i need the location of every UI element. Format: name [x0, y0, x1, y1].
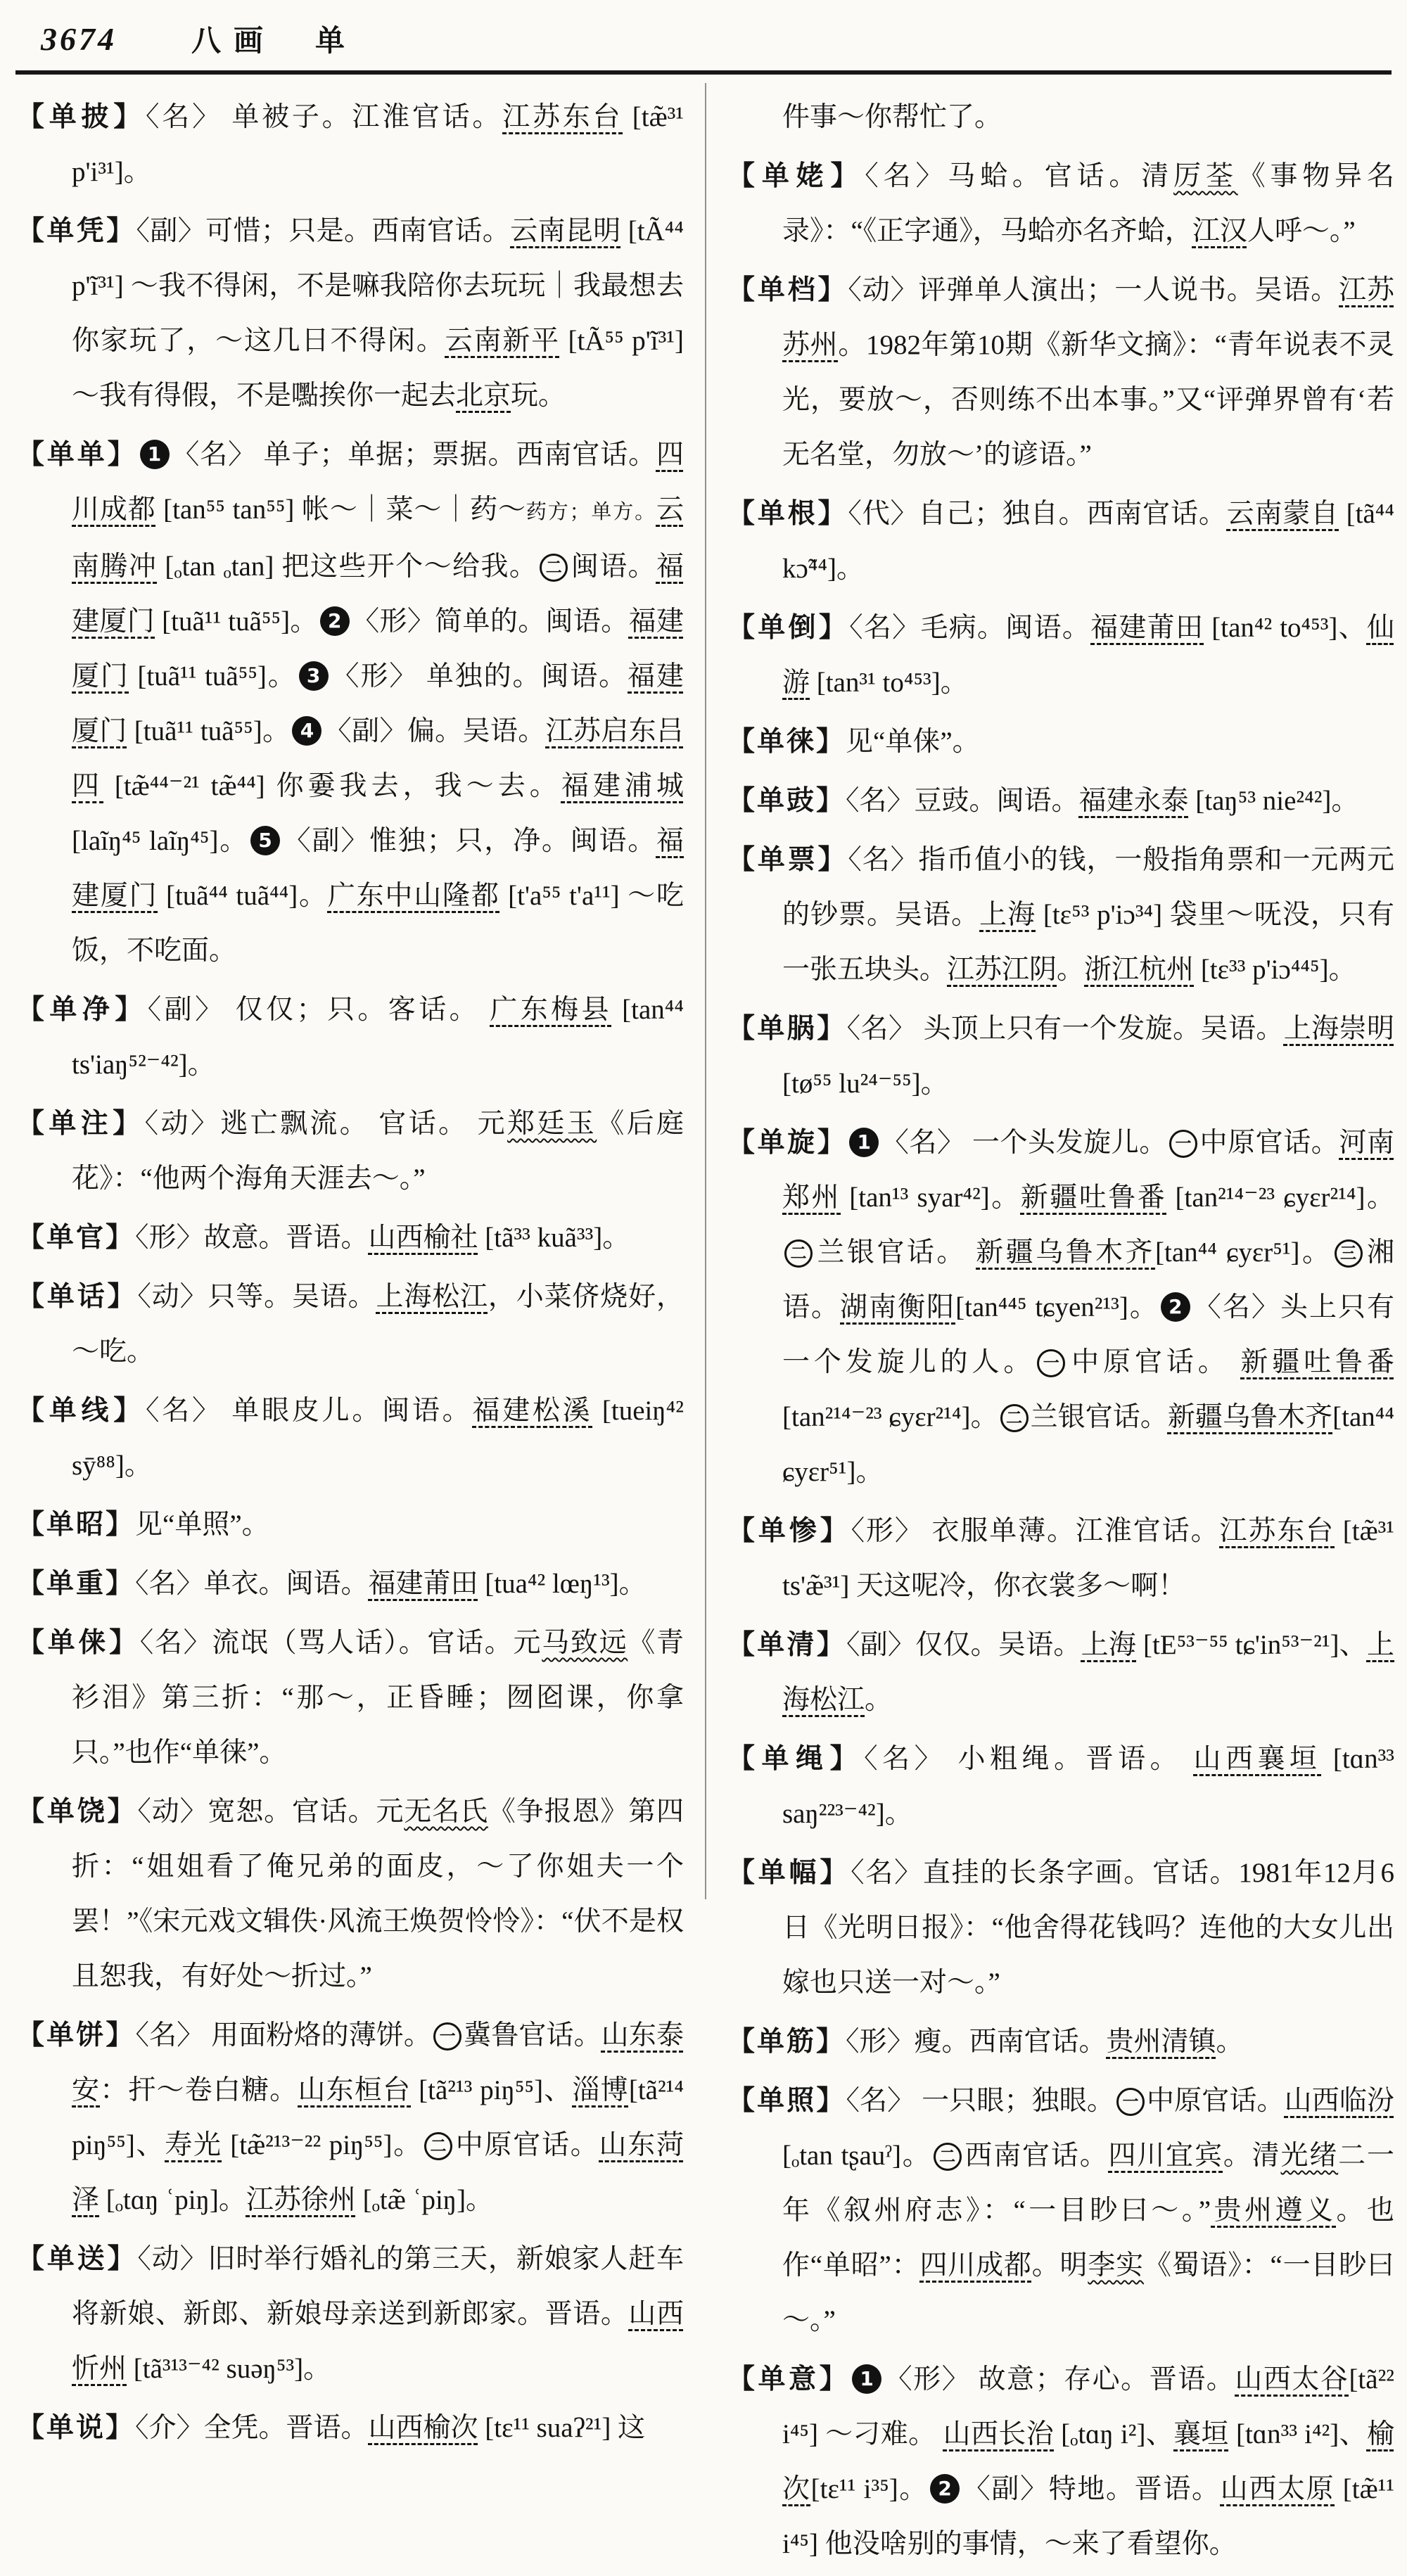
- entry-text: 《蜀语》：“一目眇曰～。”: [782, 2250, 1394, 2335]
- entry-text: 中原官话。: [454, 2130, 599, 2160]
- entry-text: 〈副〉仅仅。吴语。: [846, 1630, 1081, 1660]
- headword: 【单惨】: [727, 1516, 851, 1546]
- place-name: 江苏启东吕四: [72, 716, 684, 801]
- entry-text: 中原官话。: [1199, 1128, 1339, 1158]
- page-number: 3674: [41, 20, 117, 57]
- entry-text: 《事物异名录》：“《正字通》，马蛤亦名齐蛤，: [782, 161, 1394, 246]
- dictionary-entry: [727, 487, 1394, 597]
- entry-text: 《争报恩》第四折：“姐姐看了俺兄弟的面皮，～了你姐夫一个罢！”《宋元戏文辑佚·风流王焕贺怜怜》：“伏不是权且恕我，有好处～折过。”: [72, 1797, 684, 1991]
- place-name: 上海松江: [782, 1630, 1394, 1715]
- place-name: 云南腾冲: [72, 495, 684, 582]
- headword: 【单根】: [727, 499, 848, 529]
- place-name: 山西襄垣: [1193, 1744, 1322, 1774]
- headword: 【单档】: [727, 275, 848, 305]
- entry-text: 〈形〉故意。晋语。: [135, 1223, 369, 1253]
- dictionary-entry: [727, 263, 1394, 483]
- entry-text: 人呼～。”: [1247, 216, 1356, 246]
- entry-text: [tan⁴² to⁴⁵³]、: [1204, 613, 1367, 643]
- entry-text: 见“单俫”。: [846, 727, 980, 757]
- dictionary-entry: [727, 2015, 1394, 2070]
- dictionary-entry: [17, 1097, 684, 1206]
- entry-text: 《青衫泪》第三折：“那～，正昏睡；囫囵课，你拿只。”也作“单徕”。: [72, 1628, 684, 1768]
- source-name: 光绪: [1280, 2141, 1339, 2171]
- entry-text: [tE⁵³⁻⁵⁵ tɕ'in⁵³⁻²¹]、: [1136, 1630, 1367, 1660]
- entry-text: 〈副〉可惜；只是。西南官话。: [136, 216, 511, 246]
- sense-number-badge: 1: [852, 2364, 881, 2394]
- entry-text: 。: [1057, 955, 1085, 985]
- place-name: 新疆乌鲁木齐: [976, 1237, 1156, 1268]
- entry-text: 中原官话。: [1067, 1347, 1241, 1377]
- subsense-circle-badge: 一: [1037, 1349, 1065, 1377]
- dictionary-entry: [727, 1732, 1394, 1842]
- subsense-circle-badge: 二: [1000, 1404, 1029, 1432]
- sense-number-badge: 1: [849, 1128, 879, 1157]
- entry-text: [tan¹³ syar⁴²]。: [841, 1182, 1021, 1213]
- entry-text: [tan⁴⁴ ts'iaŋ⁵²⁻⁴²]。: [72, 995, 684, 1080]
- place-name: 上海松江: [376, 1282, 488, 1312]
- dictionary-entry: [17, 2232, 684, 2397]
- subsense-circle-badge: 二: [540, 554, 568, 582]
- place-name: 山西忻州: [72, 2299, 684, 2384]
- entry-text: 〈名〉流氓（骂人话）。官话。元: [139, 1628, 542, 1658]
- place-name: 淄博: [572, 2075, 629, 2105]
- entry-text: [tɑn³³ saŋ²²³⁻⁴²]。: [782, 1744, 1394, 1829]
- place-name: 河南郑州: [782, 1128, 1394, 1213]
- headword: 【单话】: [17, 1282, 138, 1312]
- entry-text: 〈名〉 单被子。江淮官话。: [146, 102, 503, 132]
- dictionary-entry: [727, 1002, 1394, 1111]
- sense-number-badge: 2: [320, 606, 350, 636]
- headword: 【单倒】: [727, 613, 850, 643]
- place-name: 江苏东台: [1219, 1516, 1335, 1546]
- headword: 【单票】: [727, 845, 848, 875]
- dictionary-entry: [17, 90, 684, 200]
- place-name: 福建浦城: [561, 771, 684, 801]
- place-name: 福建莆田: [368, 1569, 478, 1599]
- subsense-circle-badge: 三: [1335, 1239, 1363, 1268]
- subsense-circle-badge: 一: [1116, 2088, 1145, 2116]
- entry-text: 〈形〉瘦。西南官话。: [846, 2027, 1107, 2057]
- dictionary-entry: [17, 1270, 684, 1379]
- place-name: 新疆乌鲁木齐: [1167, 1402, 1333, 1432]
- entry-text: 〈副〉特地。晋语。: [962, 2474, 1221, 2504]
- entry-text: [tuã¹¹ tuã⁵⁵]。: [127, 716, 291, 746]
- subsense-circle-badge: 二: [934, 2143, 962, 2171]
- headword: 【单官】: [17, 1223, 136, 1253]
- place-name: 上海: [979, 900, 1036, 930]
- dictionary-entry: [17, 2008, 684, 2228]
- dictionary-entry: [17, 1785, 684, 2004]
- entry-text: [tɛ⁵³ p'iɔ³⁴] 袋里～呒没，只有一张五块头。: [782, 900, 1394, 985]
- entry-text: 。: [865, 1685, 893, 1715]
- entry-text: 〈形〉简单的。闽语。: [351, 606, 629, 637]
- sense-number-badge: 2: [1161, 1292, 1190, 1322]
- place-name: 新疆吐鲁番: [1240, 1347, 1394, 1377]
- entry-text: 〈动〉只等。吴语。: [137, 1282, 376, 1312]
- place-name: 寿光: [165, 2130, 222, 2160]
- place-name: 新疆吐鲁番: [1020, 1182, 1167, 1213]
- place-name: 贵州清镇: [1106, 2027, 1216, 2057]
- headword: 【单单】: [17, 440, 138, 470]
- source-name: 马致远: [542, 1628, 628, 1658]
- entry-text: [tã³¹³⁻⁴² suəŋ⁵³]。: [127, 2354, 331, 2384]
- entry-text: 〈介〉全凭。晋语。: [135, 2413, 369, 2443]
- headword: 【单脶】: [727, 1014, 847, 1044]
- entry-text: [tan⁴⁴ ɕyɛr⁵¹]。: [782, 1402, 1394, 1487]
- entry-text: 冀鲁官话。: [464, 2020, 601, 2051]
- entry-text: [tan⁴⁴⁵ tɕyen²¹³]。: [955, 1292, 1159, 1322]
- entry-text: 〈名〉马蛤。官话。清: [865, 161, 1174, 191]
- entry-text: 〈形〉 故意；存心。晋语。: [884, 2364, 1235, 2395]
- dictionary-entry: [727, 1504, 1394, 1614]
- dictionary-entry: [17, 1616, 684, 1780]
- entry-text: [tã²¹³ piŋ⁵⁵]、: [411, 2075, 573, 2105]
- source-name: 无名氏: [404, 1797, 488, 1827]
- place-name: 山东桓台: [298, 2075, 412, 2105]
- place-name: 四川成都: [72, 440, 684, 525]
- entry-text: [tø⁵⁵ lu²⁴⁻⁵⁵]。: [782, 1069, 948, 1099]
- place-name: 山西太原: [1220, 2474, 1335, 2504]
- entry-text: 玩。: [511, 381, 566, 411]
- entry-text: [tã²¹⁴ piŋ⁵⁵]、: [72, 2075, 684, 2160]
- entry-text: [tua⁴² lœŋ¹³]。: [478, 1569, 647, 1599]
- dictionary-entry: [17, 983, 684, 1092]
- entry-text: [ₒtan ₒtan] 把这些开个～给我。: [157, 551, 538, 582]
- headword: 【单俫】: [17, 1628, 140, 1658]
- entry-text: [taŋ⁵³ nie²⁴²]。: [1188, 786, 1359, 816]
- entry-text: [laĩŋ⁴⁵ laĩŋ⁴⁵]。: [72, 826, 249, 856]
- headword: 【单筋】: [727, 2027, 846, 2057]
- entry-text: 〈名〉毛病。闽语。: [849, 613, 1091, 643]
- dictionary-entry: [17, 1384, 684, 1493]
- dictionary-entry: [727, 833, 1394, 997]
- place-name: 湖南衡阳: [840, 1292, 956, 1322]
- entry-text: 件事～你帮忙了。: [782, 102, 1002, 132]
- headword: 【单昭】: [17, 1510, 136, 1540]
- entry-text: 。也作“单昭”：: [782, 2195, 1394, 2281]
- dictionary-entry: [17, 1211, 684, 1265]
- entry-text: 见“单照”。: [135, 1510, 269, 1540]
- dictionary-entry: [17, 1498, 684, 1552]
- sense-number-badge: 1: [140, 440, 170, 469]
- place-name: 福建厦门: [72, 551, 684, 637]
- entry-text: [tɑn³³ i⁴²]、: [1228, 2419, 1367, 2449]
- entry-text: [tuã¹¹ tuã⁵⁵]。: [155, 606, 318, 637]
- place-name: 福建厦门: [72, 661, 684, 746]
- entry-text: 兰银官话。: [815, 1237, 976, 1268]
- sense-number-badge: 2: [930, 2474, 960, 2504]
- headword: 【单凭】: [17, 216, 136, 246]
- dictionary-entry: [727, 2074, 1394, 2348]
- entry-text: [ₒtɑŋ ʿpiŋ]。: [99, 2185, 246, 2215]
- place-name: 山西榆社: [368, 1223, 478, 1253]
- entry-text: [tɛ³³ p'iɔ⁴⁴⁵]。: [1194, 955, 1356, 985]
- headword: 【单照】: [727, 2086, 846, 2116]
- entry-text: ：扞～卷白糖。: [100, 2075, 298, 2105]
- source-name: 厉荃: [1173, 161, 1238, 191]
- place-name: 江苏东台: [502, 102, 623, 132]
- place-name: 山东泰安: [72, 2020, 684, 2105]
- headword: 【单意】: [727, 2364, 851, 2395]
- entry-text: [ₒtan tʂauˀ]。: [782, 2141, 931, 2171]
- entry-text: 〈动〉宽恕。官话。元: [137, 1797, 405, 1827]
- entry-text: 。: [1216, 2027, 1244, 2057]
- entry-text: [ₒtɑŋ i²]、: [1054, 2419, 1174, 2449]
- headword: 【单线】: [17, 1396, 146, 1426]
- entry-text: 〈形〉 单独的。闽语。: [330, 661, 628, 691]
- entry-text: [tæ̃¹¹ i⁴⁵] 他没啥别的事情，～来了看望你。: [782, 2474, 1394, 2559]
- place-name: 福建厦门: [72, 826, 684, 911]
- place-name: 北京: [456, 381, 511, 411]
- headword: 【单旋】: [727, 1128, 848, 1158]
- entry-text: [tÃ⁵⁵ p'ĩ³¹] ～我有得假，不是嚸挨你一起去: [72, 326, 684, 411]
- entry-text: 〈名〉指币值小的钱，一般指角票和一元两元的钞票。吴语。: [782, 845, 1394, 930]
- entry-text: 兰银官话。: [1030, 1402, 1168, 1432]
- column-divider: [705, 83, 706, 1899]
- sense-number-badge: 3: [299, 661, 329, 691]
- entry-text: 〈动〉逃亡飘流。 官话。 元: [144, 1109, 508, 1139]
- place-name: 山西临汾: [1284, 2086, 1394, 2116]
- entry-text: [tan²¹⁴⁻²³ ɕyɛr²¹⁴]。: [782, 1402, 998, 1432]
- entry-text: 《后庭花》：“他两个海角天涯去～。”: [72, 1109, 684, 1194]
- small-gloss: 药方；单方。: [526, 501, 656, 523]
- entry-text: [ₒtæ̃ ʿpiŋ]。: [355, 2185, 494, 2215]
- entry-text: [tan²¹⁴⁻²³ ɕyɛr²¹⁴]。: [1166, 1182, 1394, 1213]
- place-name: 上海: [1081, 1630, 1137, 1660]
- place-name: 云南蒙自: [1226, 499, 1339, 529]
- headword: 【单饼】: [17, 2020, 136, 2051]
- place-name: 福建厦门: [72, 606, 684, 691]
- dictionary-entry: [17, 428, 684, 978]
- entry-text: 中原官话。: [1146, 2086, 1285, 2116]
- place-name: 仙游: [782, 613, 1394, 698]
- entry-text: 〈动〉旧时举行婚礼的第三天，新娘家人赶车将新娘、新郎、新娘母亲送到新郎家。晋语。: [72, 2244, 684, 2329]
- entry-text: [tæ̃²¹³⁻²² piŋ⁵⁵]。: [222, 2130, 422, 2160]
- headword: 【单清】: [727, 1630, 846, 1660]
- headword: 【单重】: [17, 1569, 136, 1599]
- entry-text: 。1982年第10期《新华文摘》：“青年说表不灵光，要放～，否则练不出本事。”又“评弹界曾有‘若无名堂，勿放～’的谚语。”: [782, 330, 1394, 470]
- place-name: 上海崇明: [1283, 1014, 1394, 1044]
- place-name: 浙江杭州: [1084, 955, 1195, 985]
- source-name: 郑廷玉: [507, 1109, 597, 1139]
- entry-text: 〈名〉 头顶上只有一个发旋。吴语。: [846, 1014, 1284, 1044]
- page-header: [41, 10, 1379, 68]
- headword: 【单送】: [17, 2244, 138, 2274]
- entry-text: 。清: [1223, 2141, 1281, 2171]
- place-name: 贵州遵义: [1211, 2195, 1337, 2226]
- headword: 【单姥】: [727, 161, 865, 191]
- entry-text: 二一年《叙州府志》：“一目眇曰～。”: [782, 2141, 1394, 2226]
- dictionary-entry: [727, 715, 1394, 770]
- entry-text: 。明: [1031, 2250, 1088, 2281]
- entry-text: 〈副〉 仅仅；只。客话。: [147, 995, 490, 1025]
- entry-text: [tã³³ kuã³³]。: [478, 1223, 630, 1253]
- entry-text: [tÃ⁴⁴ p'ĩ³¹] ～我不得闲，不是嘛我陪你去玩玩｜我最想去你家玩了，～这几日不得闲。: [72, 216, 684, 356]
- place-name: 山东菏泽: [72, 2130, 684, 2215]
- sense-number-badge: 5: [250, 826, 280, 855]
- headword: 【单披】: [17, 102, 146, 132]
- source-name: 李实: [1088, 2250, 1144, 2281]
- entry-text: [tã²² i⁴⁵] ～刁难。: [782, 2364, 1394, 2449]
- entry-continuation: [727, 90, 1394, 145]
- entry-text: [tueiŋ⁴² sȳ⁸⁸]。: [72, 1396, 684, 1481]
- header-rule: [15, 70, 1392, 75]
- headword: 【单幅】: [727, 1858, 851, 1888]
- subsense-circle-badge: 一: [433, 2022, 461, 2051]
- subsense-circle-badge: 二: [784, 1239, 813, 1268]
- entry-text: [tuã¹¹ tuã⁵⁵]。: [129, 661, 297, 691]
- dictionary-entry: [727, 1618, 1394, 1728]
- place-name: 江苏江阴: [947, 955, 1057, 985]
- entry-text: ，小菜侪烧好，～吃。: [72, 1282, 684, 1367]
- entry-text: [tuã⁴⁴ tuã⁴⁴]。: [158, 881, 328, 911]
- place-name: 江汉: [1192, 216, 1247, 246]
- entry-text: 西南官话。: [963, 2141, 1109, 2171]
- headword: 【单豉】: [727, 786, 846, 816]
- place-name: 榆次: [782, 2419, 1394, 2504]
- dictionary-entry: [727, 1846, 1394, 2010]
- place-name: 山西榆次: [368, 2413, 478, 2443]
- entry-text: [tɛ¹¹ i³⁵]。: [810, 2474, 929, 2504]
- place-name: 江苏苏州: [782, 275, 1394, 360]
- place-name: 云南新平: [445, 326, 560, 356]
- place-name: 福建莆田: [1090, 613, 1204, 643]
- headword: 【单注】: [17, 1109, 145, 1139]
- left-column: [17, 90, 684, 2460]
- entry-text: 〈名〉 单子；单据；票据。西南官话。: [171, 440, 656, 470]
- dictionary-entry: [727, 774, 1394, 829]
- entry-text: 〈名〉 用面粉烙的薄饼。: [135, 2020, 432, 2051]
- headword: 【单徕】: [727, 727, 846, 757]
- place-name: 云南昆明: [510, 216, 621, 246]
- subsense-circle-badge: 一: [1169, 1130, 1197, 1158]
- place-name: 山西太谷: [1235, 2364, 1349, 2395]
- entry-text: 〈名〉 小粗绳。晋语。: [864, 1744, 1194, 1774]
- entry-text: [tan³¹ to⁴⁵³]。: [810, 668, 968, 698]
- dictionary-entry: [17, 1557, 684, 1612]
- dictionary-entry: [17, 2401, 684, 2456]
- place-name: 江苏徐州: [246, 2185, 356, 2215]
- entry-text: 〈名〉头上只有一个发旋儿的人。: [782, 1292, 1394, 1377]
- entry-text: [tan⁵⁵ tan⁵⁵] 帐～｜菜～｜药～: [155, 495, 526, 525]
- entry-text: 湘语。: [782, 1237, 1394, 1322]
- place-name: 四川宜宾: [1108, 2141, 1223, 2171]
- headword: 【单净】: [17, 995, 148, 1025]
- dictionary-entry: [727, 2352, 1394, 2572]
- entry-text: 闽语。: [570, 551, 656, 582]
- entry-text: 〈名〉豆豉。闽语。: [846, 786, 1079, 816]
- place-name: 广东中山隆都: [327, 881, 500, 911]
- right-column: [727, 90, 1394, 2576]
- place-name: 广东梅县: [490, 995, 612, 1025]
- entry-text: 〈名〉 一只眼；独眼。: [846, 2086, 1114, 2116]
- headword: 【单说】: [17, 2413, 136, 2443]
- place-name: 福建永泰: [1078, 786, 1189, 816]
- entry-text: [tã⁴⁴ kɔ̃⁴⁴]。: [782, 499, 1394, 584]
- place-name: 福建松溪: [472, 1396, 593, 1426]
- entry-text: [t'a⁵⁵ t'a¹¹] ～吃饭，不吃面。: [72, 881, 684, 966]
- entry-text: [tæ̃³¹ ts'æ̃³¹] 天这呢冷，你衣裳多～啊！: [782, 1516, 1394, 1601]
- entry-text: 〈名〉单衣。闽语。: [135, 1569, 369, 1599]
- entry-text: 〈名〉直挂的长条字画。官话。1981年12月6日《光明日报》：“他舍得花钱吗？连他的大女儿出嫁也只送一对～。”: [782, 1858, 1394, 1998]
- entry-text: [tæ̃⁴⁴⁻²¹ tæ̃⁴⁴] 你嫑我去，我～去。: [103, 771, 561, 801]
- dictionary-entry: [17, 204, 684, 423]
- entry-text: 〈形〉 衣服单薄。江淮官话。: [851, 1516, 1220, 1546]
- entry-text: 〈副〉惟独；只，净。闽语。: [282, 826, 656, 856]
- headword: 【单饶】: [17, 1797, 138, 1827]
- entry-text: [tɛ¹¹ suaʔ²¹] 这: [478, 2413, 646, 2443]
- entry-text: 〈名〉 单眼皮儿。闽语。: [146, 1396, 473, 1426]
- entry-text: 〈动〉评弹单人演出；一人说书。吴语。: [848, 275, 1339, 305]
- place-name: 四川成都: [919, 2250, 1032, 2281]
- entry-text: 〈代〉自己；独自。西南官话。: [848, 499, 1227, 529]
- entry-text: 〈名〉 一个头发旋儿。: [881, 1128, 1167, 1158]
- dictionary-entry: [727, 601, 1394, 710]
- radical-label: 单: [315, 25, 345, 58]
- stroke-section-label: 八画: [191, 25, 276, 58]
- place-name: 山西长治: [943, 2419, 1054, 2449]
- entry-text: 〈副〉偏。吴语。: [324, 716, 546, 746]
- dictionary-entry: [727, 149, 1394, 259]
- entry-text: [tan⁴⁴ ɕyɛr⁵¹]。: [1155, 1237, 1332, 1268]
- place-name: 襄垣: [1173, 2419, 1229, 2449]
- entry-text: [tæ̃³¹ p'i³¹]。: [72, 102, 684, 187]
- headword: 【单绳】: [727, 1744, 865, 1774]
- dictionary-entry: [727, 1116, 1394, 1500]
- subsense-circle-badge: 二: [424, 2132, 452, 2160]
- sense-number-badge: 4: [292, 716, 321, 746]
